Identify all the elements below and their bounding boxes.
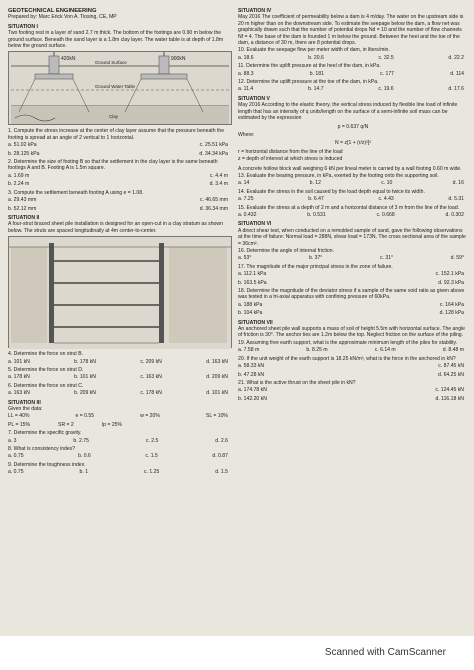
- q17-option-a: a. 112.1 kPa: [238, 271, 267, 278]
- q12-options: [238, 86, 468, 92]
- clay-label: Clay: [109, 114, 119, 120]
- q12-option-b: b. 14.7: [307, 86, 324, 93]
- given-ip: Ip = 25%: [101, 421, 123, 428]
- q15-option-d: d. 0.302: [445, 211, 464, 218]
- q14-option-c: c. 4.43: [378, 196, 394, 203]
- given-sr: SR = 2: [58, 421, 74, 428]
- q15-option-a: a. 0.432: [238, 211, 257, 218]
- q21-option-a: a. 174.78 kN: [238, 387, 267, 394]
- q6-text: 6. Determine the force on strut C.: [8, 382, 84, 389]
- q14-option-a: a. 7.25: [238, 196, 254, 203]
- situation-5-text: May 2016 According to the elastic theory, the vertical stress induced by flexible line load of infinite length that has an intensity of q units/length on the surface of a semi-infinite soil mass can be estimated by the expression: [238, 102, 458, 122]
- q3-option-a: a. 29.43 mm: [8, 197, 37, 204]
- q17-option-b: b. 163.5 kPa: [238, 279, 267, 286]
- q12-option-d: d. 17.6: [448, 86, 464, 93]
- q12-option-c: c. 19.6: [378, 86, 394, 93]
- q12-option-a: a. 11.4: [238, 86, 254, 93]
- situation-6-text: A direct shear test, when conducted on a remolded sample of sand, gave the following observations at the time of failure: Normal load = 288N, shear load = 173N. The cross sectional area of the sample = 36cm².: [238, 227, 466, 247]
- situation-1-title: SITUATION I: [8, 23, 38, 30]
- given-w: w = 20%: [140, 413, 160, 420]
- q11-option-b: b. 181: [309, 70, 324, 77]
- q19-option-d: d. 8.48 m: [442, 347, 464, 354]
- q2-options-2: [8, 181, 232, 187]
- q8-option-d: d. 0.87: [212, 453, 228, 460]
- def-r: r = horizontal distance from the line of the load: [238, 148, 343, 155]
- q15-text: 15. Evaluate the stress at a depth of 2 m and a horizontal distance of 3 m from the line of the load.: [238, 204, 460, 211]
- q3-option-b: b. 52.12 mm: [8, 205, 37, 212]
- given-sl: SL = 10%: [205, 413, 228, 420]
- q4-option-b: b. 178 kN: [74, 358, 96, 365]
- q3-options-2: [8, 206, 232, 212]
- q19-option-c: c. 6.14 m: [374, 347, 396, 354]
- q17-option-c: c. 152.1 kPa: [435, 271, 464, 278]
- q3-option-c: c. 46.65 mm: [199, 197, 228, 204]
- doc-title: GEOTECHNICAL ENGINEERING: [8, 8, 97, 14]
- q17-text: 17. The magnitude of the major principal stress in the zone of failure.: [238, 263, 393, 270]
- q1-options: [8, 142, 232, 148]
- q1-option-c: c. 25.51 kPa: [199, 142, 228, 149]
- q21-text: 21. What is the active thrust on the sheet pile in kN?: [238, 379, 356, 386]
- q6-option-b: b. 209 kN: [74, 390, 96, 397]
- q14-option-d: d. 5.31: [448, 196, 464, 203]
- situation-7-title: SITUATION VII: [238, 319, 273, 326]
- situation-7-text: An anchored sheet pile wall supports a mass of soil of height 5.5m with horizontal surface. The angle of friction is 30°. The anchor ties are 1.2m below the top. Neglect friction on the surface of the piling.: [238, 326, 465, 339]
- q10-option-c: c. 32.5: [378, 54, 394, 61]
- q21-option-d: d. 116.18 kN: [435, 395, 464, 402]
- q2-options: [8, 173, 232, 179]
- q8-options: [8, 453, 232, 459]
- q10-options: [238, 55, 468, 61]
- q20-option-a: a. 58.33 kN: [238, 363, 265, 370]
- q11-option-c: c. 177: [380, 70, 395, 77]
- q2-option-c: c. 4.4 m: [209, 172, 228, 179]
- q13-option-b: b. 12: [309, 180, 321, 187]
- q15-option-c: c. 0.668: [376, 211, 395, 218]
- q14-option-b: b. 6.47: [308, 196, 324, 203]
- sheet-pile-figure: [8, 236, 232, 348]
- q13-option-c: c. 10: [381, 180, 393, 187]
- q3-options: [8, 197, 232, 203]
- q9-option-a: a. 0.75: [8, 469, 24, 476]
- q6-option-c: c. 178 kN: [140, 390, 162, 397]
- q8-option-a: a. 0.75: [8, 453, 24, 460]
- q20-option-b: b. 47.28 kN: [238, 371, 265, 378]
- formula-p: p = 0.637 q/N: [337, 123, 369, 130]
- q9-options: [8, 469, 232, 475]
- q1-option-a: a. 51.02 kPa: [8, 142, 37, 149]
- q21-options-2: [238, 396, 468, 402]
- q18-text: 18. Determine the magnitude of the deviator stress if a sample of the same void ratio as given above was tested in a tri-axial apparatus with confining pressure of 60kPa.: [238, 288, 465, 301]
- q7-option-b: b. 2.75: [73, 437, 89, 444]
- q15-option-b: b. 0.531: [307, 211, 326, 218]
- q19-option-b: b. 8.25 m: [306, 347, 328, 354]
- situation-4-text: May 2016 The coefficient of permeability below a dam is 4 m/day. The water on the upstream side is 20 m higher than on the downstream side. To estimate the seepage below the dam, a flow net was graphically drawn such that the number of potential drops Nd = 10 and the number of flow channels Nf = 4. The base of the dam is founded 1 m below the ground. Between the heel and the toe of the dam, a distance of 30 m, there are 8 potential drops.: [238, 14, 464, 47]
- q19-options: [238, 347, 468, 353]
- given-e: e = 0.55: [75, 413, 95, 420]
- q7-text: 7. Determine the specific gravity.: [8, 430, 82, 437]
- q3-option-d: d. 36.34 mm: [199, 205, 228, 212]
- q8-text: 8. What is consistency index?: [8, 446, 76, 452]
- situation-2-text: A four-strut braced sheet pile installation is designed for an open-cut in a clay stratum as shown below. The struts are spaced longitudinally at 4m center-to-center.: [8, 221, 223, 234]
- sheet-pile-diagram: [9, 237, 231, 349]
- q17-option-d: d. 92.3 kPa: [438, 279, 464, 286]
- q10-option-a: a. 18.6: [238, 54, 254, 61]
- q9-text: 9. Determine the toughness index.: [8, 461, 86, 468]
- where-label: Where:: [238, 131, 255, 138]
- q9-option-b: b. 1: [79, 469, 89, 476]
- q6-option-d: d. 101 kN: [206, 390, 228, 397]
- situation-3-title: SITUATION III: [8, 399, 41, 406]
- q7-options: [8, 438, 232, 444]
- q4-text: 4. Determine the force on strut B.: [8, 351, 84, 358]
- q10-option-b: b. 20.6: [308, 54, 324, 61]
- footing-diagram: [9, 52, 231, 126]
- q4-option-a: a. 101 kN: [8, 358, 30, 365]
- q14-text: 14. Evaluate the stress in the soil caused by the load depth equal to twice its width.: [238, 188, 425, 195]
- situation-1-text: Two footing rest in a layer of sand 2.7 m thick. The bottom of the footings are 0.90 m below the ground surface. Beneath the sand layer is a 1.8m clay layer. The water table is at depth of 1.8m below the ground surface.: [8, 30, 224, 50]
- load-b-label: 900kN: [171, 56, 186, 63]
- q4-option-d: d. 163 kN: [206, 358, 228, 365]
- q5-option-a: a. 178 kN: [8, 374, 30, 381]
- q4-options: [8, 359, 232, 365]
- q1-text: 1. Compute the stress increase at the center of clay layer assume that the pressure beneath the footing is spread at an angle of 2 vertical to 1 horizontal.: [8, 128, 225, 141]
- given-ll: LL = 40%: [8, 413, 30, 420]
- q21-option-b: b. 142.20 kN: [238, 395, 267, 402]
- q18-option-d: d. 128 kPa: [439, 310, 464, 317]
- q21-option-c: c. 124.45 kN: [435, 387, 464, 394]
- q2-option-a: a. 1.69 m: [8, 172, 30, 179]
- q1-option-b: b. 28.125 kPa: [8, 150, 40, 157]
- q5-options: [8, 374, 232, 380]
- q10-text: 10. Evaluate the seepage flow per meter width of dam, in liters/min.: [238, 47, 390, 54]
- q18-options: [238, 302, 468, 308]
- situation-2-title: SITUATION II: [8, 214, 40, 221]
- q20-option-c: c. 87.45 kN: [438, 363, 464, 370]
- q20-options-2: [238, 372, 468, 378]
- q5-option-b: b. 101 kN: [74, 374, 96, 381]
- q11-options: [238, 71, 468, 77]
- situation-6-title: SITUATION VI: [238, 221, 272, 228]
- q13-option-d: d. 16: [452, 180, 464, 187]
- q12-text: 12. Determine the uplift pressure at the toe of the dam, in kPa.: [238, 79, 379, 86]
- q19-text: 19. Assuming free earth support, what is the approximate minimum length of the piles for stability.: [238, 339, 458, 346]
- q20-options: [238, 363, 468, 369]
- q5-option-d: d. 209 kN: [206, 374, 228, 381]
- scanner-watermark: Scanned with CamScanner: [324, 647, 446, 658]
- load-a-label: 420kN: [61, 56, 76, 63]
- q19-option-a: a. 7.58 m: [238, 347, 260, 354]
- q16-option-a: a. 53°: [238, 255, 252, 262]
- q5-option-c: c. 163 kN: [140, 374, 162, 381]
- q20-text: 20. If the unit weight of the earth support is 18.25 kN/m³, what is the force in the anchored in kN?: [238, 355, 456, 362]
- situation-5-title: SITUATION V: [238, 95, 270, 102]
- q16-options: [238, 255, 468, 261]
- q13-options: [238, 180, 468, 186]
- ground-surface-label: Ground Surface: [95, 60, 127, 66]
- q15-options: [238, 212, 468, 218]
- gwt-label: Ground Water Table: [95, 84, 136, 90]
- q16-option-d: d. 59°: [450, 255, 464, 262]
- q9-option-d: d. 1.5: [215, 469, 228, 476]
- q17-options: [238, 271, 468, 277]
- doc-author: Prepared by: Marc Erick Von A. Tiosing, CE, MP: [8, 14, 117, 21]
- q13-option-a: a. 14: [238, 180, 250, 187]
- given-row-1: [8, 413, 232, 419]
- situation-4-title: SITUATION IV: [238, 8, 272, 14]
- q16-text: 16. Determine the angle of internal friction.: [238, 248, 334, 254]
- q16-option-b: b. 37°: [308, 255, 323, 262]
- q5-text: 5. Determine the force on strut D.: [8, 366, 84, 373]
- q2-option-d: d. 3.4 m: [209, 181, 228, 188]
- q8-option-c: c. 1.5: [145, 453, 158, 460]
- footing-figure: [8, 51, 232, 125]
- q2-text: 2. Determine the size of footing B so that the settlement in the clay layer is the same beneath footings A and B. Footing A is 1.5m square.: [8, 159, 218, 172]
- left-column: [8, 8, 232, 478]
- q6-option-a: a. 163 kN: [8, 390, 30, 397]
- q7-option-c: c. 2.5: [145, 437, 159, 444]
- q9-option-c: c. 1.25: [143, 469, 160, 476]
- scanner-footer: [0, 636, 474, 670]
- q18-option-c: c. 164 kPa: [439, 301, 464, 308]
- q10-option-d: d. 22.2: [448, 54, 464, 61]
- q8-option-b: b. 0.6: [78, 453, 91, 460]
- q18-options-2: [238, 310, 468, 316]
- q4-option-c: c. 209 kN: [140, 358, 162, 365]
- given-row-2: [8, 422, 232, 428]
- formula-n: N = z[1 + (r/z)²]²: [335, 140, 371, 147]
- q21-options: [238, 387, 468, 393]
- q3-text: 3. Compute the settlement beneath footing A using e = 1.08.: [8, 189, 144, 196]
- given-label: Given the data:: [8, 405, 43, 412]
- q1-options-2: [8, 151, 232, 157]
- q20-option-d: d. 64.25 kN: [437, 371, 464, 378]
- q11-option-d: d. 114: [450, 70, 464, 77]
- q14-options: [238, 196, 468, 202]
- q16-option-c: c. 31°: [379, 255, 394, 262]
- q13-text: 13. Evaluate the bearing pressure, in kPa, exerted by the footing onto the supporting soil.: [238, 172, 439, 179]
- q7-option-d: d. 2.6: [215, 437, 228, 444]
- q6-options: [8, 390, 232, 396]
- q18-option-b: b. 104 kPa: [238, 310, 263, 317]
- q18-option-a: a. 188 kPa: [238, 301, 263, 308]
- q2-option-b: b. 2.24 m: [8, 181, 30, 188]
- situation-5-text-2: A concrete hollow block wall weighing 6 kN per lineal meter is carried by a wall footing 0.60 m wide.: [238, 165, 462, 172]
- right-column: [238, 8, 468, 404]
- q11-option-a: a. 88.3: [238, 70, 254, 77]
- q7-option-a: a. 3: [8, 437, 17, 444]
- q11-text: 11. Determine the uplift pressure at the heel of the dam, in kPa.: [238, 63, 381, 70]
- def-z: z = depth of interest at which stress is induced: [238, 156, 343, 163]
- q17-options-2: [238, 280, 468, 286]
- given-pl: PL = 15%: [8, 421, 31, 428]
- q1-option-d: d. 34.34 kPa: [199, 150, 228, 157]
